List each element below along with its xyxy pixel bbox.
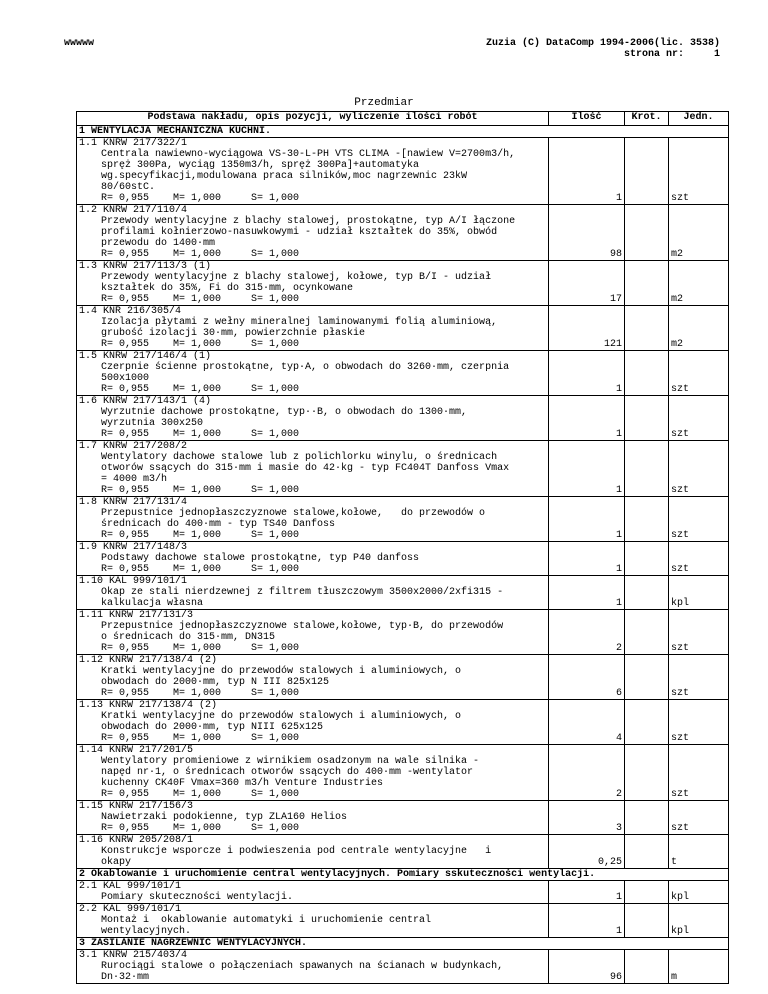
estimate-table	[76, 111, 729, 984]
item-unit: szt	[669, 610, 729, 655]
item-multiplier	[625, 950, 669, 984]
item-code: 1.14 KNRW 217/201/5	[79, 745, 194, 756]
item-code: 1.15 KNRW 217/156/3	[79, 801, 194, 812]
item-calculation: R= 0,955 M= 1,000 S= 1,000	[101, 294, 300, 305]
item-quantity: 6	[549, 655, 625, 700]
item-description-cell	[77, 542, 549, 576]
header-license: Zuzia (C) DataComp 1994-2006(lic. 3538)	[485, 38, 720, 49]
item-code: 1.10 KAL 999/101/1	[79, 576, 188, 587]
item-code: 1.4 KNR 216/305/4	[79, 306, 182, 317]
item-unit: szt	[669, 801, 729, 835]
item-multiplier	[625, 138, 669, 205]
document-title: Przedmiar	[354, 97, 414, 109]
item-multiplier	[625, 542, 669, 576]
item-text: Wyrzutnie dachowe prostokątne, typ··B, o obwodach do 1300·mm, wyrzutnia 300x250	[101, 407, 468, 429]
item-description-cell	[77, 138, 549, 205]
table-row	[77, 542, 729, 576]
item-description-cell	[77, 205, 549, 261]
item-multiplier	[625, 801, 669, 835]
table-row	[77, 441, 729, 497]
item-unit: kpl	[669, 576, 729, 610]
item-text: Rurociągi stalowe o połączeniach spawanych na ścianach w budynkach, Dn·32·mm	[101, 961, 504, 983]
item-code: 1.13 KNRW 217/138/4 (2)	[79, 700, 218, 711]
item-text: Izolacja płytami z wełny mineralnej laminowanymi folią aluminiową, grubość izolacji 30·mm, powierzchnie płaskie	[101, 317, 498, 339]
item-unit: kpl	[669, 904, 729, 938]
item-text: Przewody wentylacyjne z blachy stalowej, kołowe, typ B/I - udział kształtek do 35%, Fi do 315·mm, ocynkowane	[101, 272, 492, 294]
item-code: 1.7 KNRW 217/208/2	[79, 441, 188, 452]
table-row	[77, 138, 729, 205]
item-calculation: R= 0,955 M= 1,000 S= 1,000	[101, 429, 300, 440]
item-multiplier	[625, 835, 669, 869]
item-text: Wentylatory dachowe stalowe lub z polichlorku winylu, o średnicach otworów ssących do 315·mm i masie do 42·kg - typ FC404T Danfoss Vmax = 4000 m3/h	[101, 452, 510, 485]
item-text: Podstawy dachowe stalowe prostokątne, typ P40 danfoss	[101, 553, 420, 564]
item-description-cell	[77, 745, 549, 801]
section-title: 2 Okablowanie i uruchomienie central wentylacyjnych. Pomiary sskuteczności wentylacji.	[77, 869, 729, 881]
item-unit: t	[669, 835, 729, 869]
item-multiplier	[625, 351, 669, 396]
item-multiplier	[625, 441, 669, 497]
item-text: Konstrukcje wsporcze i podwieszenia pod centrale wentylacyjne i okapy	[101, 846, 492, 868]
header-software-info	[486, 38, 720, 60]
item-code: 1.6 KNRW 217/143/1 (4)	[79, 396, 212, 407]
item-unit: m2	[669, 261, 729, 306]
item-description-cell	[77, 441, 549, 497]
header-page-number: strona nr: 1	[623, 49, 720, 60]
item-quantity: 96	[549, 950, 625, 984]
item-multiplier	[625, 881, 669, 904]
table-row	[77, 396, 729, 441]
item-code: 2.2 KAL 999/101/1	[79, 904, 182, 915]
item-text: Kratki wentylacyjne do przewodów stalowych i aluminiowych, o obwodach do 2000·mm, typ NIII 625x125	[101, 711, 462, 733]
item-description-cell	[77, 700, 549, 745]
table-row	[77, 261, 729, 306]
item-calculation: R= 0,955 M= 1,000 S= 1,000	[101, 485, 300, 496]
table-row	[77, 700, 729, 745]
item-calculation: R= 0,955 M= 1,000 S= 1,000	[101, 688, 300, 699]
item-calculation: R= 0,955 M= 1,000 S= 1,000	[101, 384, 300, 395]
item-multiplier	[625, 396, 669, 441]
column-header-description: Podstawa nakładu, opis pozycji, wyliczenie ilości robót	[77, 112, 549, 126]
item-quantity: 121	[549, 306, 625, 351]
item-calculation: R= 0,955 M= 1,000 S= 1,000	[101, 564, 300, 575]
table-row	[77, 205, 729, 261]
section-row	[77, 126, 729, 138]
column-header-unit: Jedn.	[669, 112, 729, 126]
section-title: 3 ZASILANIE NAGRZEWNIC WENTYLACYJNYCH.	[77, 938, 729, 950]
table-row	[77, 655, 729, 700]
item-description-cell	[77, 881, 549, 904]
table-row	[77, 745, 729, 801]
item-quantity: 1	[549, 351, 625, 396]
item-quantity: 98	[549, 205, 625, 261]
item-multiplier	[625, 306, 669, 351]
item-text: Przepustnice jednopłaszczyznowe stalowe,kołowe, typ·B, do przewodów o średnicach do 315·mm, DN315	[101, 621, 504, 643]
item-unit: szt	[669, 351, 729, 396]
item-unit: szt	[669, 700, 729, 745]
item-multiplier	[625, 700, 669, 745]
item-multiplier	[625, 497, 669, 542]
table-row	[77, 904, 729, 938]
item-quantity: 1	[549, 881, 625, 904]
item-description-cell	[77, 801, 549, 835]
item-unit: szt	[669, 396, 729, 441]
table-row	[77, 576, 729, 610]
item-quantity: 1	[549, 576, 625, 610]
item-multiplier	[625, 610, 669, 655]
item-text: Centrala nawiewno-wyciągowa VS-30-L-PH VTS CLIMA -[nawiew V=2700m3/h, spręż 300Pa, wyciąg 1350m3/h, spręż 300Pa]+automatyka wg.specyfikacji,modulowana praca silników,moc nagrzewnic 23kW 80/60stC.	[101, 149, 516, 193]
column-header-quantity: Ilość	[549, 112, 625, 126]
item-unit: m	[669, 950, 729, 984]
item-multiplier	[625, 745, 669, 801]
item-text: Czerpnie ścienne prostokątne, typ·A, o obwodach do 3260·mm, czerpnia 500x1000	[101, 362, 510, 384]
item-multiplier	[625, 576, 669, 610]
table-row	[77, 497, 729, 542]
item-calculation: R= 0,955 M= 1,000 S= 1,000	[101, 530, 300, 541]
item-calculation: R= 0,955 M= 1,000 S= 1,000	[101, 193, 300, 204]
item-code: 1.1 KNRW 217/322/1	[79, 138, 188, 149]
item-text: Pomiary skuteczności wentylacji.	[101, 892, 294, 903]
item-quantity: 1	[549, 138, 625, 205]
item-text: Nawietrzaki podokienne, typ ZLA160 Helios	[101, 812, 348, 823]
table-row	[77, 306, 729, 351]
item-code: 1.16 KNRW 205/208/1	[79, 835, 194, 846]
header-company: wwwww	[64, 38, 95, 49]
item-code: 1.8 KNRW 217/131/4	[79, 497, 188, 508]
item-quantity: 1	[549, 904, 625, 938]
item-description-cell	[77, 396, 549, 441]
item-description-cell	[77, 610, 549, 655]
item-multiplier	[625, 655, 669, 700]
item-description-cell	[77, 306, 549, 351]
item-multiplier	[625, 205, 669, 261]
item-description-cell	[77, 950, 549, 984]
table-header-row	[77, 112, 729, 126]
item-calculation: R= 0,955 M= 1,000 S= 1,000	[101, 823, 300, 834]
column-header-multiplier: Krot.	[625, 112, 669, 126]
item-text: Montaż i okablowanie automatyki i uruchomienie central wentylacyjnych.	[101, 915, 432, 937]
item-calculation: R= 0,955 M= 1,000 S= 1,000	[101, 789, 300, 800]
table-row	[77, 881, 729, 904]
item-description-cell	[77, 351, 549, 396]
item-unit: szt	[669, 441, 729, 497]
item-text: Przepustnice jednopłaszczyznowe stalowe,kołowe, do przewodów o średnicach do 400·mm - typ TS40 Danfoss	[101, 508, 486, 530]
item-quantity: 3	[549, 801, 625, 835]
item-quantity: 17	[549, 261, 625, 306]
item-code: 1.3 KNRW 217/113/3 (1)	[79, 261, 212, 272]
item-unit: kpl	[669, 881, 729, 904]
item-text: Wentylatory promieniowe z wirnikiem osadzonym na wale silnika - napęd nr·1, o średnicach otworów ssących do 400·mm -wentylator kuchenny CK40F Vmax=360 m3/h Venture Industries	[101, 756, 480, 789]
item-code: 1.5 KNRW 217/146/4 (1)	[79, 351, 212, 362]
item-unit: szt	[669, 497, 729, 542]
table-row	[77, 801, 729, 835]
item-unit: m2	[669, 306, 729, 351]
item-quantity: 1	[549, 441, 625, 497]
item-calculation: R= 0,955 M= 1,000 S= 1,000	[101, 249, 300, 260]
item-quantity: 1	[549, 396, 625, 441]
item-quantity: 0,25	[549, 835, 625, 869]
item-unit: szt	[669, 745, 729, 801]
table-row	[77, 835, 729, 869]
item-quantity: 2	[549, 610, 625, 655]
item-description-cell	[77, 576, 549, 610]
item-unit: m2	[669, 205, 729, 261]
item-multiplier	[625, 904, 669, 938]
item-description-cell	[77, 904, 549, 938]
item-calculation: R= 0,955 M= 1,000 S= 1,000	[101, 643, 300, 654]
item-calculation: R= 0,955 M= 1,000 S= 1,000	[101, 733, 300, 744]
section-row	[77, 869, 729, 881]
section-row	[77, 938, 729, 950]
item-multiplier	[625, 261, 669, 306]
item-code: 1.2 KNRW 217/110/4	[79, 205, 188, 216]
section-title: 1 WENTYLACJA MECHANICZNA KUCHNI.	[77, 126, 729, 138]
item-text: Kratki wentylacyjne do przewodów stalowych i aluminiowych, o obwodach do 2000·mm, typ N III 825x125	[101, 666, 462, 688]
item-calculation: R= 0,955 M= 1,000 S= 1,000	[101, 339, 300, 350]
item-quantity: 4	[549, 700, 625, 745]
item-text: Przewody wentylacyjne z blachy stalowej, prostokątne, typ A/I łączone profilami kołnierzowo-nasuwkowymi - udział kształtek do 35%, obwód przewodu do 1400·mm	[101, 216, 516, 249]
item-unit: szt	[669, 138, 729, 205]
item-code: 2.1 KAL 999/101/1	[79, 881, 182, 892]
table-row	[77, 610, 729, 655]
table-row	[77, 950, 729, 984]
item-code: 1.9 KNRW 217/148/3	[79, 542, 188, 553]
item-quantity: 1	[549, 542, 625, 576]
item-description-cell	[77, 497, 549, 542]
item-quantity: 2	[549, 745, 625, 801]
item-text: Okap ze stali nierdzewnej z filtrem tłuszczowym 3500x2000/2xfi315 - kalkulacja własna	[101, 587, 504, 609]
item-code: 1.11 KNRW 217/131/3	[79, 610, 194, 621]
item-description-cell	[77, 655, 549, 700]
table-row	[77, 351, 729, 396]
item-code: 3.1 KNRW 215/403/4	[79, 950, 188, 961]
item-unit: szt	[669, 655, 729, 700]
item-description-cell	[77, 261, 549, 306]
item-quantity: 1	[549, 497, 625, 542]
item-code: 1.12 KNRW 217/138/4 (2)	[79, 655, 218, 666]
item-description-cell	[77, 835, 549, 869]
item-unit: szt	[669, 542, 729, 576]
table-body	[77, 126, 729, 984]
